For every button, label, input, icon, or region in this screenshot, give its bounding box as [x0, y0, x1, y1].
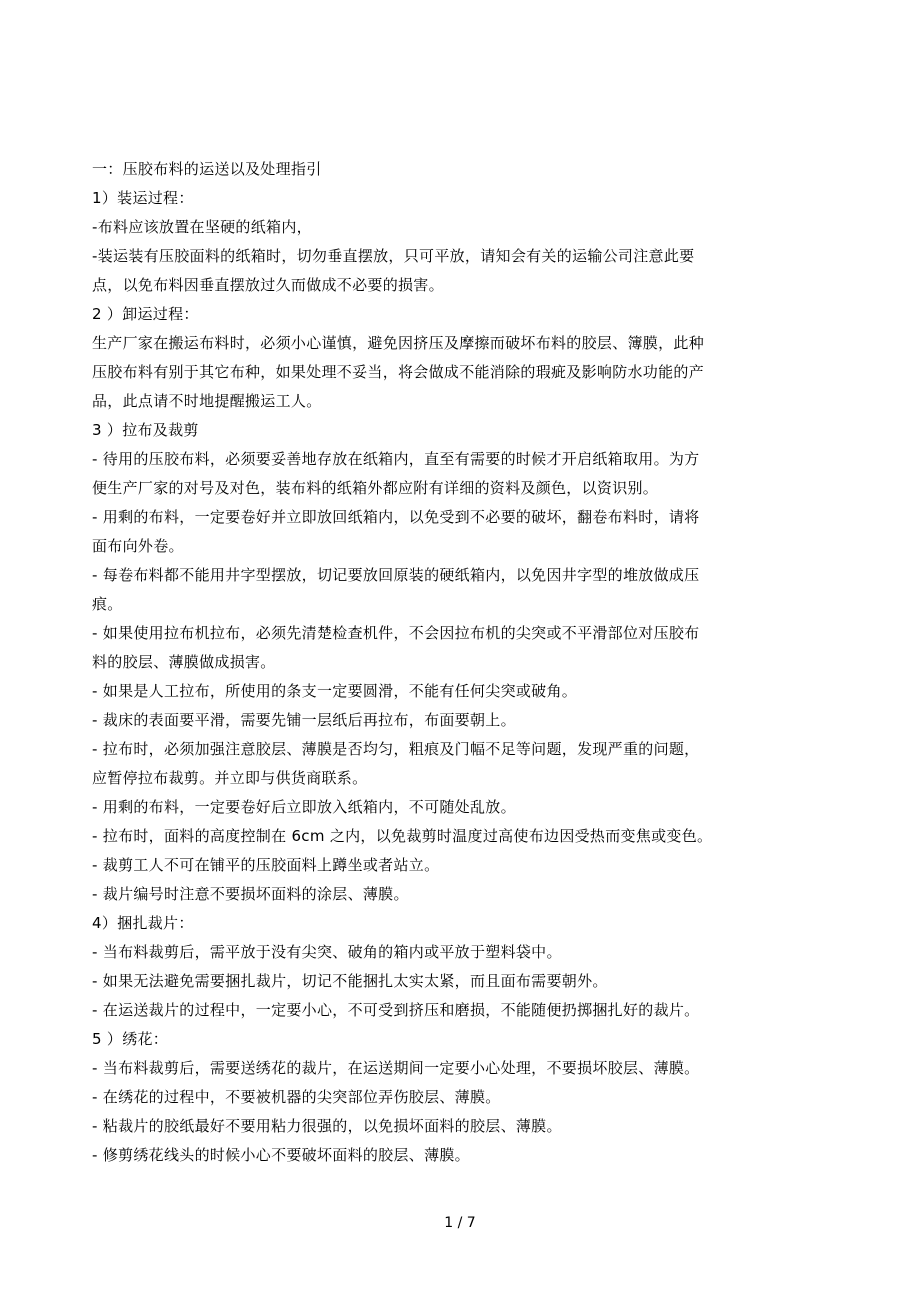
text-line: 便生产厂家的对号及对色，装布料的纸箱外都应附有详细的资料及颜色，以资识别。	[92, 479, 659, 497]
text-line: - 拉布时，必须加强注意胶层、薄膜是否均匀，粗痕及门幅不足等问题，发现严重的问题，	[92, 740, 700, 758]
text-line: - 每卷布料都不能用井字型摆放，切记要放回原装的硬纸箱内，以免因井字型的堆放做成压	[92, 566, 700, 584]
document-body	[92, 155, 754, 1170]
text-line: - 修剪绣花线头的时候小心不要破坏面料的胶层、薄膜。	[92, 1146, 470, 1164]
text-line: - 待用的压胶布料，必须要妥善地存放在纸箱内，直至有需要的时候才开启纸箱取用。为方	[92, 450, 700, 468]
text-line: 压胶布料有别于其它布种，如果处理不妥当，将会做成不能消除的瑕疵及影响防水功能的产	[92, 363, 705, 381]
text-line: - 裁剪工人不可在铺平的压胶面料上蹲坐或者站立。	[92, 856, 440, 874]
text-line: 生产厂家在搬运布料时，必须小心谨慎，避免因挤压及摩擦而破坏布料的胶层、簿膜，此种	[92, 334, 705, 352]
subsection-heading: 4）捆扎裁片：	[92, 914, 194, 932]
text-line: - 如果是人工拉布，所使用的条支一定要圆滑，不能有任何尖突或破角。	[92, 682, 578, 700]
text-line: - 在绣花的过程中，不要被机器的尖突部位弄伤胶层、薄膜。	[92, 1088, 501, 1106]
text-line: 面布向外卷。	[92, 537, 184, 555]
text-line: -布料应该放置在坚硬的纸箱内，	[92, 218, 312, 236]
text-line: - 如果使用拉布机拉布，必须先清楚检查机件，不会因拉布机的尖突或不平滑部位对压胶布	[92, 624, 700, 642]
text-line: 应暂停拉布裁剪。并立即与供货商联系。	[92, 769, 368, 787]
text-line: - 裁床的表面要平滑，需要先铺一层纸后再拉布，布面要朝上。	[92, 711, 516, 729]
text-line: - 用剩的布料，一定要卷好并立即放回纸箱内，以免受到不必要的破坏，翻卷布料时，请将	[92, 508, 700, 526]
text-line: 料的胶层、薄膜做成损害。	[92, 653, 276, 671]
text-line: 品，此点请不时地提醒搬运工人。	[92, 392, 322, 410]
subsection-heading: 2 ）卸运过程：	[92, 305, 199, 323]
text-line: 痕。	[92, 595, 123, 613]
section-heading: 一：压胶布料的运送以及处理指引	[92, 160, 322, 178]
text-line: - 粘裁片的胶纸最好不要用粘力很强的，以免损坏面料的胶层、薄膜。	[92, 1117, 562, 1135]
page-number: 1 / 7	[444, 1215, 476, 1231]
text-line: - 裁片编号时注意不要损坏面料的涂层、薄膜。	[92, 885, 409, 903]
subsection-heading: 5 ）绣花：	[92, 1030, 169, 1048]
text-line: - 拉布时，面料的高度控制在 6cm 之内，以免裁剪时温度过高使布边因受热而变焦或变色。	[92, 827, 713, 845]
text-line: 点，以免布料因垂直摆放过久而做成不必要的损害。	[92, 276, 444, 294]
text-line: -装运装有压胶面料的纸箱时，切勿垂直摆放，只可平放，请知会有关的运输公司注意此要	[92, 247, 695, 265]
subsection-heading: 1）装运过程：	[92, 189, 194, 207]
text-line: - 在运送裁片的过程中，一定要小心，不可受到挤压和磨损，不能随便扔掷捆扎好的裁片。	[92, 1001, 700, 1019]
text-line: - 用剩的布料，一定要卷好后立即放入纸箱内，不可随处乱放。	[92, 798, 516, 816]
text-line: - 当布料裁剪后，需平放于没有尖突、破角的箱内或平放于塑料袋中。	[92, 943, 562, 961]
subsection-heading: 3 ）拉布及裁剪	[92, 421, 199, 439]
text-line: - 当布料裁剪后，需要送绣花的裁片，在运送期间一定要小心处理，不要损坏胶层、薄膜。	[92, 1059, 700, 1077]
text-line: - 如果无法避免需要捆扎裁片，切记不能捆扎太实太紧，而且面布需要朝外。	[92, 972, 608, 990]
